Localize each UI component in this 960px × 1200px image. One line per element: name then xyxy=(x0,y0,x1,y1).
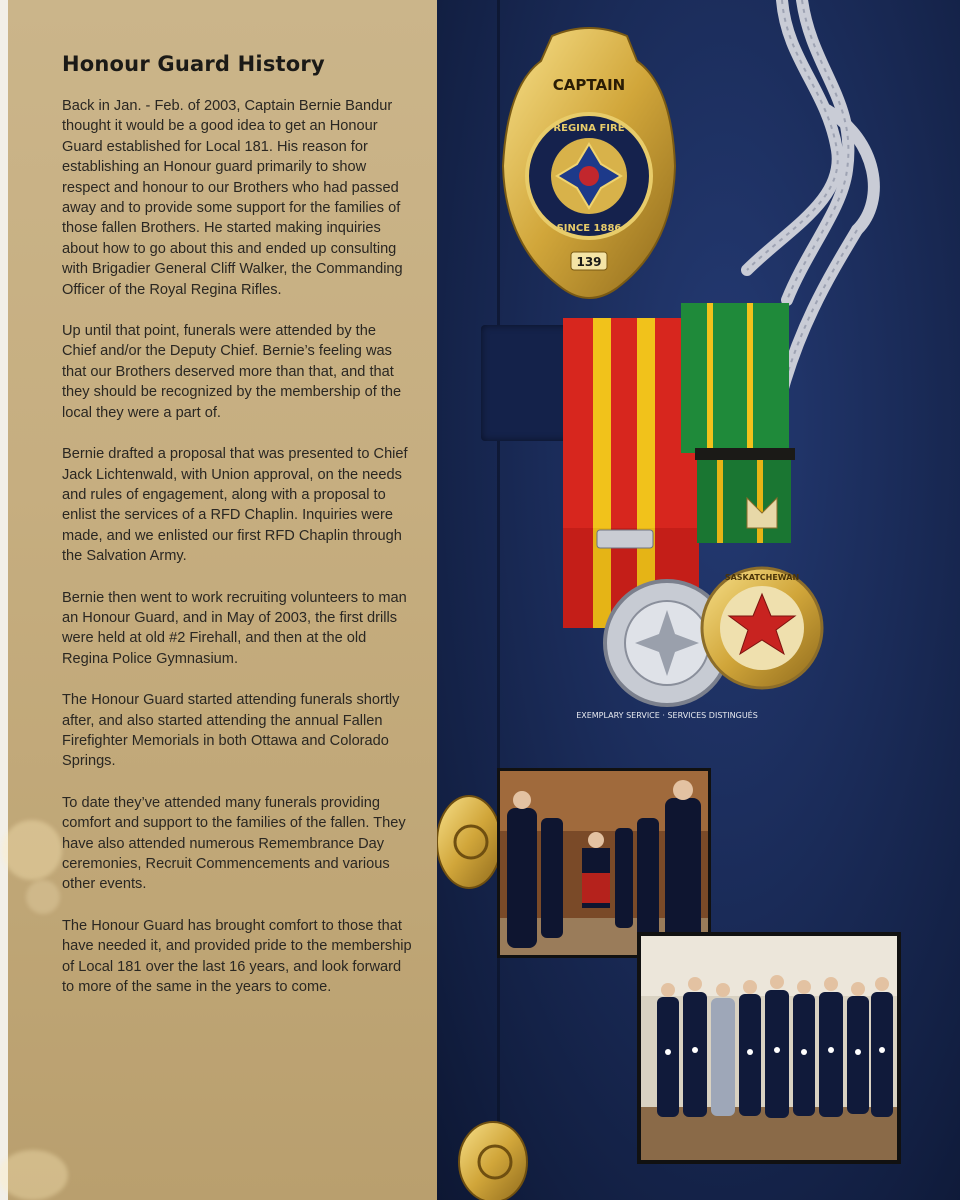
badge-since-text: SINCE 1886 xyxy=(556,223,622,234)
bokeh-light xyxy=(2,820,62,880)
page-title: Honour Guard History xyxy=(62,52,325,76)
badge-number-text: 139 xyxy=(576,255,602,269)
captain-badge-icon xyxy=(497,26,682,306)
history-paragraph-2: Up until that point, funerals were attended by the Chief and/or the Deputy Chief. Bernie’s feeling was that our Brothers deserved more than that, and that they should be recognized by the membership of the local they were a part of. xyxy=(62,323,402,421)
badge-rank-text: CAPTAIN xyxy=(552,76,626,94)
medal-left-text: EXEMPLARY SERVICE · SERVICES DISTINGUÉS xyxy=(576,711,758,720)
honour-guard-funeral-photo xyxy=(497,768,711,958)
page-edge xyxy=(0,0,8,1200)
brass-button-icon xyxy=(455,1116,531,1200)
brass-button-icon xyxy=(437,792,505,896)
history-paragraph-7: The Honour Guard has brought comfort to those that have needed it, and provided pride to the membership of Local 181 over the last 16 years, and look forward to more of the same in the years to come. xyxy=(62,917,412,996)
history-paragraph-6: To date they’ve attended many funerals providing comfort and support to the families of the fallen. They have also attended numerous Remembrance Day ceremonies, Recruit Commencements and various other events. xyxy=(62,794,406,893)
history-paragraph-3: Bernie drafted a proposal that was presented to Chief Jack Lichtenwald, with Union approval, on the needs and rules of engagement, along with a proposal to enlist the services of a RFD Chaplin. Inquiries were made, and we enlisted our first RFD Chaplin through the Salvation Army. xyxy=(62,446,408,565)
history-paragraph-5: The Honour Guard started attending funerals shortly after, and also started attending the annual Fallen Firefighter Memorials in both Ottawa and Colorado Springs. xyxy=(62,692,400,770)
history-paragraph-1: Back in Jan. - Feb. of 2003, Captain Bernie Bandur thought it would be a good idea to get an Honour Guard established for Local 181. His reason for establishing an Honour guard primarily to show respect and honour to our Brothers who had passed away and to provide some support for the families of those fallen Brothers. He started making inquiries about how to go about this and ended up consulting with Brigadier General Cliff Walker, the Commanding Officer of the Royal Regina Rifles. xyxy=(62,98,403,298)
honour-guard-group-photo xyxy=(637,932,901,1164)
text-panel xyxy=(8,0,437,1200)
medals-icon xyxy=(557,298,827,728)
badge-dept-text: REGINA FIRE xyxy=(553,123,625,134)
medal-right-text: SASKATCHEWAN xyxy=(724,573,800,582)
bokeh-light xyxy=(0,1150,68,1200)
history-paragraph-4: Bernie then went to work recruiting volunteers to man an Honour Guard, and in May of 2003, the first drills were held at old #2 Firehall, and then at the old Regina Police Gymnasium. xyxy=(62,589,407,667)
uniform-photo xyxy=(437,0,960,1200)
bokeh-light xyxy=(26,880,60,914)
